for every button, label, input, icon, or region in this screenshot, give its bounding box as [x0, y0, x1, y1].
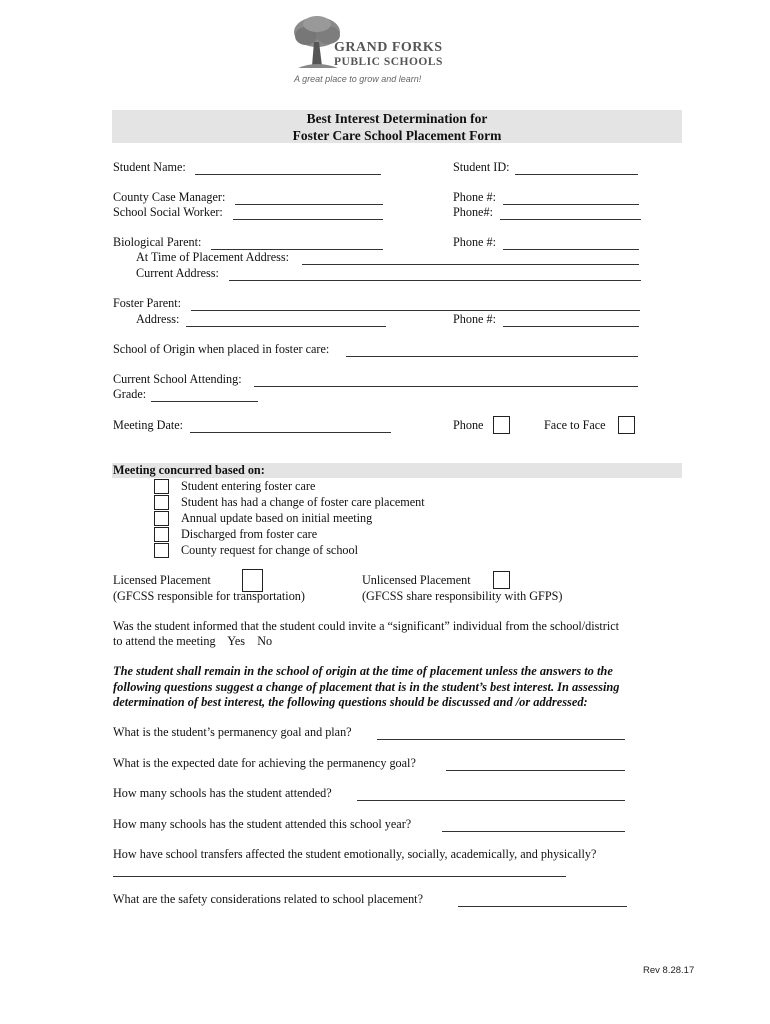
- option-label: Student has had a change of foster care placement: [181, 495, 425, 509]
- answer-expected-date[interactable]: [446, 770, 625, 771]
- question-transfers-effect: How have school transfers affected the student emotionally, socially, academically, and physically?: [113, 847, 597, 861]
- concurred-heading: Meeting concurred based on:: [113, 463, 265, 477]
- answer-safety[interactable]: [458, 906, 627, 907]
- foster-parent-field[interactable]: [191, 310, 640, 311]
- licensed-placement-note: (GFCSS responsible for transportation): [113, 589, 305, 603]
- question-expected-date: What is the expected date for achieving the permanency goal?: [113, 756, 416, 770]
- face-to-face-label: Face to Face: [544, 418, 606, 432]
- current-school-label: Current School Attending:: [113, 372, 242, 386]
- option-label: Annual update based on initial meeting: [181, 511, 373, 525]
- current-address-field[interactable]: [229, 280, 641, 281]
- informed-question-line2: to attend the meeting Yes No: [113, 634, 273, 648]
- foster-address-label: Address:: [136, 312, 180, 326]
- student-id-label: Student ID:: [453, 160, 510, 174]
- meeting-date-label: Meeting Date:: [113, 418, 184, 432]
- option-checkbox[interactable]: [154, 495, 169, 510]
- county-case-manager-label: County Case Manager:: [113, 190, 226, 204]
- unlicensed-placement-note: (GFCSS share responsibility with GFPS): [362, 589, 563, 603]
- student-name-field[interactable]: [195, 174, 381, 175]
- phone3-field[interactable]: [503, 249, 639, 250]
- option-label: Student entering foster care: [181, 479, 316, 493]
- student-name-label: Student Name:: [113, 160, 186, 174]
- option-checkbox[interactable]: [154, 511, 169, 526]
- answer-schools-attended[interactable]: [357, 800, 625, 801]
- phone1-label: Phone #:: [453, 190, 496, 204]
- phone2-label: Phone#:: [453, 205, 493, 219]
- statement-line1: The student shall remain in the school of origin at the time of placement unless the answers to the: [113, 664, 613, 678]
- county-case-manager-field[interactable]: [235, 204, 383, 205]
- grade-field[interactable]: [151, 401, 258, 402]
- informed-question-line1: Was the student informed that the student could invite a “significant” individual from the school/district: [113, 619, 620, 633]
- logo-line1: GRAND FORKS: [334, 40, 443, 55]
- option-label: Discharged from foster care: [181, 527, 318, 541]
- school-social-worker-label: School Social Worker:: [113, 205, 223, 219]
- grade-label: Grade:: [113, 387, 147, 401]
- statement-line2: following questions suggest a change of placement that is in the student’s best interest. In assessing: [113, 680, 620, 694]
- phone1-field[interactable]: [503, 204, 639, 205]
- logo-line2: PUBLIC SCHOOLS: [334, 56, 443, 68]
- phone-option-label: Phone: [453, 418, 484, 432]
- revision-date: Rev 8.28.17: [643, 965, 695, 976]
- licensed-placement-label: Licensed Placement: [113, 573, 211, 587]
- question-schools-attended: How many schools has the student attended?: [113, 786, 332, 800]
- phone4-field[interactable]: [503, 326, 639, 327]
- phone2-field[interactable]: [500, 219, 641, 220]
- answer-schools-this-year[interactable]: [442, 831, 625, 832]
- school-social-worker-field[interactable]: [233, 219, 383, 220]
- student-id-field[interactable]: [515, 174, 638, 175]
- biological-parent-label: Biological Parent:: [113, 235, 202, 249]
- answer-permanency-goal[interactable]: [377, 739, 625, 740]
- form-title-line2: Foster Care School Placement Form: [292, 128, 502, 143]
- current-school-field[interactable]: [254, 386, 638, 387]
- statement-line3: determination of best interest, the following questions should be discussed and /or addressed:: [113, 695, 588, 709]
- form-title-line1: Best Interest Determination for: [306, 111, 488, 126]
- meeting-date-field[interactable]: [190, 432, 391, 433]
- phone-checkbox[interactable]: [493, 416, 510, 434]
- question-safety: What are the safety considerations related to school placement?: [113, 892, 423, 906]
- phone4-label: Phone #:: [453, 312, 496, 326]
- current-address-label: Current Address:: [136, 266, 219, 280]
- foster-address-field[interactable]: [186, 326, 386, 327]
- school-of-origin-field[interactable]: [346, 356, 638, 357]
- logo-tagline: A great place to grow and learn!: [294, 74, 422, 84]
- unlicensed-placement-checkbox[interactable]: [493, 571, 510, 589]
- option-checkbox[interactable]: [154, 479, 169, 494]
- face-to-face-checkbox[interactable]: [618, 416, 635, 434]
- placement-address-label: At Time of Placement Address:: [136, 250, 290, 264]
- placement-address-field[interactable]: [302, 264, 639, 265]
- school-logo: [290, 14, 450, 86]
- question-schools-this-year: How many schools has the student attended this school year?: [113, 817, 412, 831]
- phone3-label: Phone #:: [453, 235, 496, 249]
- answer-transfers-effect[interactable]: [113, 876, 566, 877]
- school-of-origin-label: School of Origin when placed in foster care:: [113, 342, 330, 356]
- foster-parent-label: Foster Parent:: [113, 296, 182, 310]
- option-checkbox[interactable]: [154, 527, 169, 542]
- option-label: County request for change of school: [181, 543, 359, 557]
- option-checkbox[interactable]: [154, 543, 169, 558]
- unlicensed-placement-label: Unlicensed Placement: [362, 573, 471, 587]
- question-permanency-goal: What is the student’s permanency goal and plan?: [113, 725, 352, 739]
